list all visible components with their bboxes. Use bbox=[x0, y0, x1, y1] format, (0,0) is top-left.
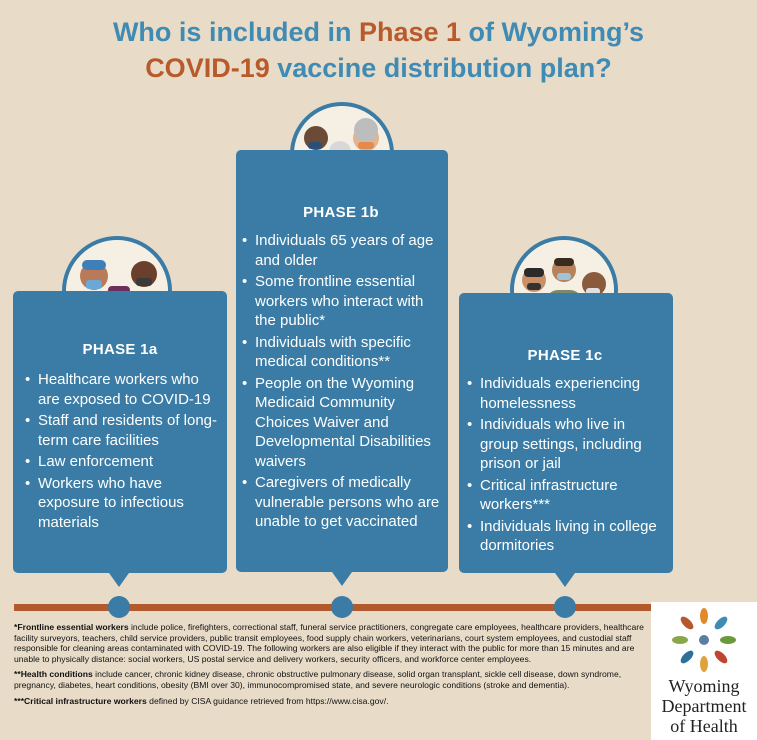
list-item: • Individuals experiencing homelessness bbox=[467, 374, 663, 413]
phase-1c-list bbox=[467, 374, 663, 556]
footnote-term: **Health conditions bbox=[14, 669, 93, 680]
phase-1a-pointer bbox=[109, 573, 129, 587]
list-item: • Staff and residents of long-term care facilities bbox=[25, 411, 217, 450]
page-title bbox=[0, 14, 757, 86]
logo-line: Wyoming bbox=[668, 676, 740, 696]
phase-1c-pointer bbox=[555, 573, 575, 587]
phase-1b-label: PHASE 1b bbox=[303, 204, 379, 221]
footnote-text: include cancer, chronic kidney disease, chronic obstructive pulmonary disease, solid organ transplant, sickle cell disease, down syndrome, pregnancy, diabetes, heart conditions, obesity (BMI over 30), immunocompromised state, and severe neurologic conditions (stroke and dementia). bbox=[14, 669, 622, 690]
phase-1a-list bbox=[23, 370, 217, 532]
phase-1c-label: PHASE 1c bbox=[527, 347, 603, 364]
footnote-frontline bbox=[14, 622, 650, 664]
footnote-health bbox=[14, 669, 650, 690]
timeline-dot-1b bbox=[331, 596, 353, 618]
list-item: • Law enforcement bbox=[25, 452, 217, 472]
timeline-dot-1c bbox=[554, 596, 576, 618]
footnotes bbox=[14, 622, 650, 711]
phase-1c-card bbox=[459, 293, 673, 573]
wdh-logo-text bbox=[651, 676, 757, 736]
logo-line: Department bbox=[661, 696, 747, 716]
list-item: • Workers who have exposure to infectious materials bbox=[25, 474, 217, 533]
title-text: Who is included in bbox=[112, 17, 359, 47]
footnote-term: ***Critical infrastructure workers bbox=[14, 695, 147, 706]
wdh-logo bbox=[651, 602, 757, 740]
footnote-text: defined by CISA guidance retrieved from https://www.cisa.gov/. bbox=[146, 695, 389, 706]
list-item: • Individuals with specific medical conditions** bbox=[242, 333, 440, 372]
list-item: • Individuals living in college dormitories bbox=[467, 517, 663, 556]
list-item: • People on the Wyoming Medicaid Community Choices Waiver and Developmental Disabilities waivers bbox=[242, 374, 440, 472]
list-item: • Caregivers of medically vulnerable persons who are unable to get vaccinated bbox=[242, 473, 440, 532]
phase-1b-pointer bbox=[332, 572, 352, 586]
footnote-term: *Frontline essential workers bbox=[14, 622, 129, 632]
timeline-dot-1a bbox=[108, 596, 130, 618]
title-accent-covid: COVID-19 bbox=[145, 53, 270, 83]
wdh-logo-mark-icon bbox=[651, 602, 757, 674]
list-item: • Healthcare workers who are exposed to COVID-19 bbox=[25, 370, 217, 409]
list-item: • Individuals 65 years of age and older bbox=[242, 231, 440, 270]
phase-1a-card bbox=[13, 291, 227, 573]
list-item: • Individuals who live in group settings, including prison or jail bbox=[467, 415, 663, 474]
list-item: • Critical infrastructure workers*** bbox=[467, 476, 663, 515]
footnote-critical bbox=[14, 696, 650, 707]
title-text: vaccine distribution plan? bbox=[269, 53, 612, 83]
phase-1a-label: PHASE 1a bbox=[82, 341, 158, 358]
title-accent-phase: Phase 1 bbox=[358, 17, 462, 47]
list-item: • Some frontline essential workers who interact with the public* bbox=[242, 272, 440, 331]
title-text: of Wyoming’s bbox=[461, 17, 645, 47]
footnote-text: include police, firefighters, correctional staff, funeral service practitioners, congregate care employees, healthcare providers, healthcare facility surveyors, teachers, child service providers, public transit employees, food supply chain workers, veterinarians, court system employees, and custodial staff responsible for cleaning areas contaminated with COVID-19. The following workers are also eligible if they interact with the public for more than 15 minutes and are unable to physically distance: social workers, US postal service and delivery workers, security officers, and workforce center employees. bbox=[14, 622, 644, 664]
phase-1b-card bbox=[236, 150, 448, 572]
phase-1b-list bbox=[242, 231, 440, 532]
logo-line: of Health bbox=[670, 716, 738, 736]
